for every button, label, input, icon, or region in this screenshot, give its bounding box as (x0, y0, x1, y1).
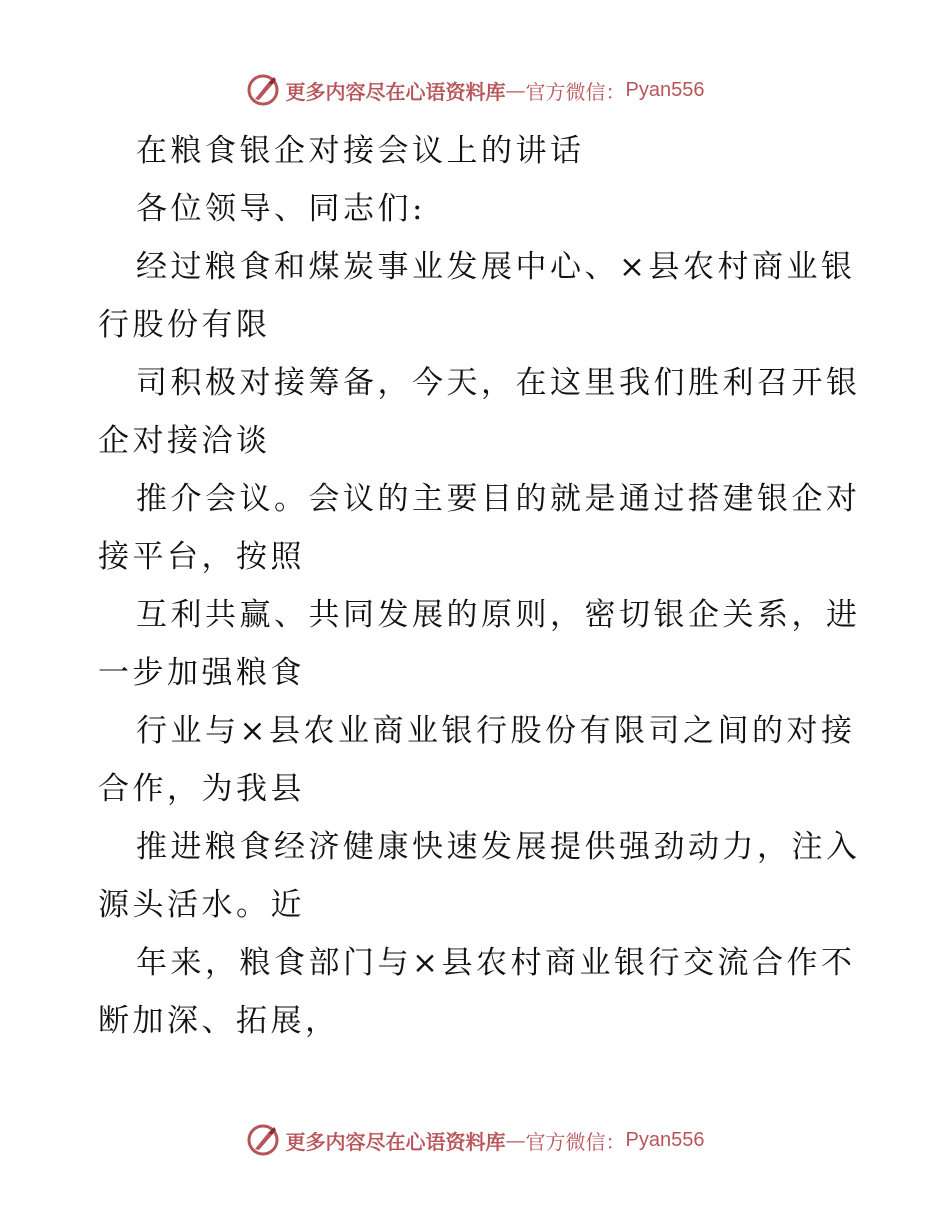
red-quill-circle-icon (246, 73, 280, 107)
document-body (98, 122, 861, 1050)
salutation: 各位领导、同志们: (136, 191, 426, 227)
text-line: 断加深、拓展， (98, 1003, 340, 1039)
text-line: 年来，粮食部门与×县农村商业银行交流合作不 (136, 945, 856, 981)
text-line: 接平台，按照 (98, 539, 305, 575)
text-line: 推进粮食经济健康快速发展提供强劲动力，注入 (136, 829, 861, 865)
text-line: 经过粮食和煤炭事业发展中心、×县农村商业银 (136, 249, 856, 285)
header-watermark (0, 70, 950, 110)
footer-watermark (0, 1120, 950, 1160)
watermark-text: 更多内容尽在心语资料库 (285, 1129, 506, 1154)
watermark-label: 官方微信： (525, 1129, 626, 1154)
watermark-label: 官方微信： (525, 79, 626, 104)
watermark-wechat-id: Pyan556 (625, 78, 705, 101)
watermark-separator: — (505, 1128, 526, 1152)
red-quill-circle-icon (246, 1123, 280, 1157)
text-line: 企对接洽谈 (98, 423, 271, 459)
text-line: 推介会议。会议的主要目的就是通过搭建银企对 (136, 481, 861, 517)
watermark-wechat-id: Pyan556 (625, 1128, 705, 1151)
text-line: 行业与×县农业商业银行股份有限司之间的对接 (136, 713, 856, 749)
text-line: 行股份有限 (98, 307, 271, 343)
document-title: 在粮食银企对接会议上的讲话 (136, 133, 585, 169)
watermark-separator: — (505, 78, 526, 102)
text-line: 司积极对接筹备，今天，在这里我们胜利召开银 (136, 365, 861, 401)
text-line: 源头活水。近 (98, 887, 305, 923)
text-line: 一步加强粮食 (98, 655, 305, 691)
watermark-text: 更多内容尽在心语资料库 (285, 79, 506, 104)
text-line: 互利共赢、共同发展的原则，密切银企关系，进 (136, 597, 861, 633)
text-line: 合作，为我县 (98, 771, 305, 807)
